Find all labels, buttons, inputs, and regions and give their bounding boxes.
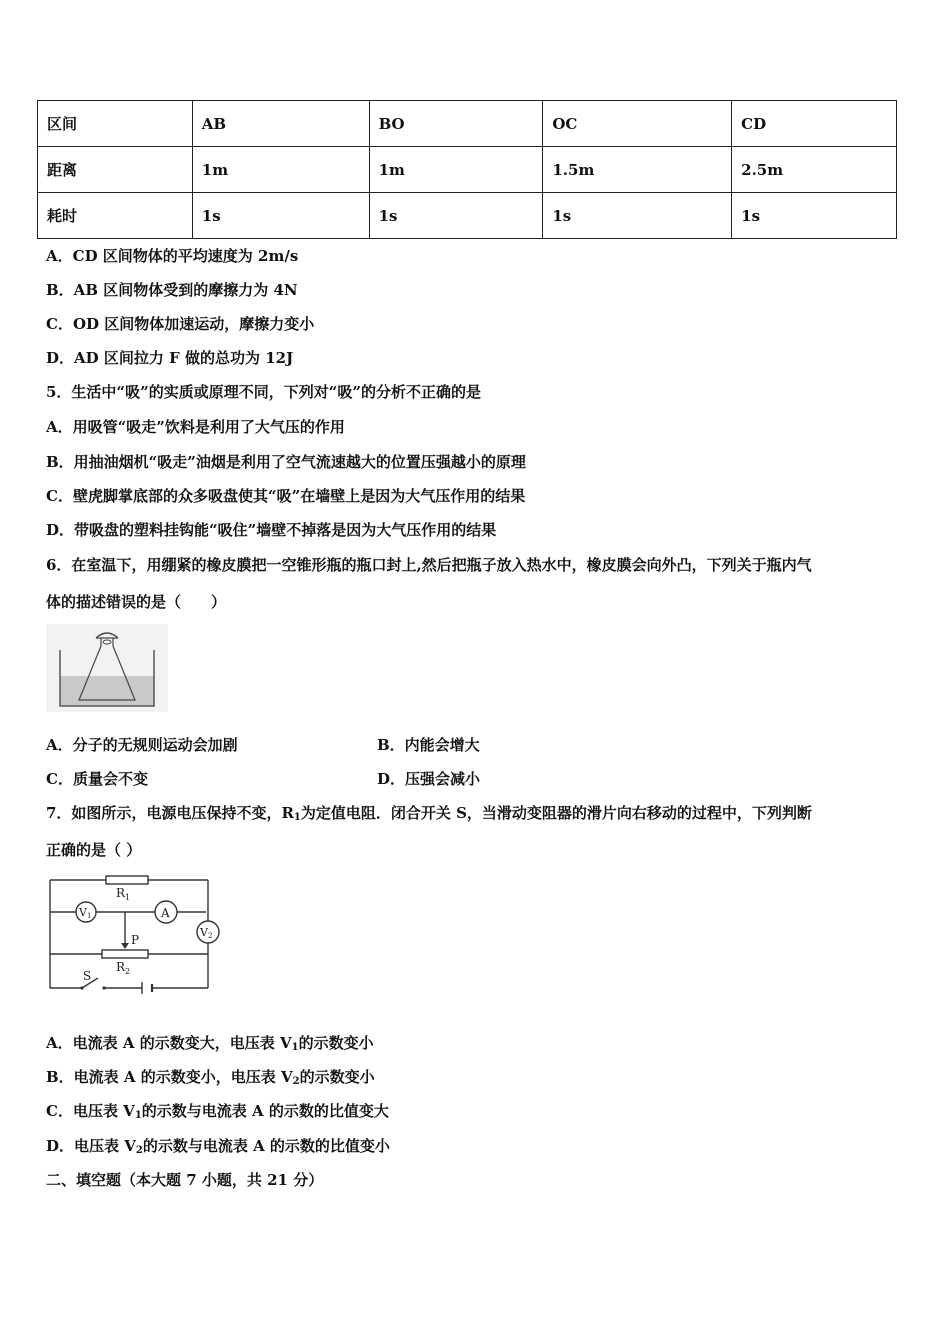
q6-option-d: D．压强会减小 bbox=[377, 770, 481, 788]
q7-stem-line1: 7．如图所示，电源电压保持不变，$R_1$为定值电阻．闭合开关 S，当滑动变阻器的滑片向右移动的过程中，下列判断 bbox=[46, 804, 812, 823]
q6-stem-line2: 体的描述错误的是（ ） bbox=[46, 593, 227, 611]
table-cell: 1s bbox=[192, 193, 369, 239]
section-title: 二、填空题（本大题 7 小题，共 21 分） bbox=[46, 1171, 324, 1189]
q4-option-d: D．AD 区间拉力 F 做的总功为 12J bbox=[46, 349, 294, 367]
v1-label: V1 bbox=[79, 906, 92, 920]
q6-option-c: C．质量会不变 bbox=[46, 770, 148, 788]
table-row bbox=[38, 101, 897, 147]
q5-stem: 5．生活中“吸”的实质或原理不同，下列对“吸”的分析不正确的是 bbox=[46, 383, 481, 401]
q6-stem-line1: 6．在室温下，用绷紧的橡皮膜把一空锥形瓶的瓶口封上,然后把瓶子放入热水中，橡皮膜会向外凸，下列关于瓶内气 bbox=[46, 556, 812, 574]
q4-option-b: B．AB 区间物体受到的摩擦力为 4N bbox=[46, 281, 298, 299]
table-cell: OC bbox=[543, 101, 732, 147]
circuit-diagram bbox=[46, 872, 222, 996]
table-row bbox=[38, 147, 897, 193]
table-cell: BO bbox=[369, 101, 543, 147]
q7-option-a: A．电流表 A 的示数变大，电压表 $V_1$的示数变小 bbox=[46, 1034, 374, 1053]
v2-label: V2 bbox=[200, 926, 213, 940]
q7-option-c: C．电压表 $V_1$的示数与电流表 A 的示数的比值变大 bbox=[46, 1102, 389, 1121]
table-cell: 距离 bbox=[38, 147, 193, 193]
table-cell: 1s bbox=[732, 193, 897, 239]
table-cell: 区间 bbox=[38, 101, 193, 147]
q4-option-a: A．CD 区间物体的平均速度为 2m/s bbox=[46, 247, 299, 265]
ammeter-label: A bbox=[161, 906, 170, 920]
flask-in-water-figure bbox=[46, 624, 168, 712]
q5-option-a: A．用吸管“吸走”饮料是利用了大气压的作用 bbox=[46, 418, 345, 436]
data-table bbox=[37, 100, 897, 239]
q6-option-a: A．分子的无规则运动会加剧 bbox=[46, 736, 238, 754]
table-cell: 1.5m bbox=[543, 147, 732, 193]
q5-option-b: B．用抽油烟机“吸走”油烟是利用了空气流速越大的位置压强越小的原理 bbox=[46, 453, 526, 471]
q7-stem-line2: 正确的是（ ） bbox=[46, 841, 142, 859]
r2-label: $R_2$ bbox=[116, 960, 131, 976]
q5-option-c: C．壁虎脚掌底部的众多吸盘使其“吸”在墙壁上是因为大气压作用的结果 bbox=[46, 487, 526, 505]
table-cell: 2.5m bbox=[732, 147, 897, 193]
r1-label: $R_1$ bbox=[116, 886, 131, 902]
table-cell: 1m bbox=[192, 147, 369, 193]
table-cell: CD bbox=[732, 101, 897, 147]
q6-option-b: B．内能会增大 bbox=[377, 736, 480, 754]
slider-label: P bbox=[131, 933, 140, 947]
table-cell: 耗时 bbox=[38, 193, 193, 239]
table-cell: 1s bbox=[543, 193, 732, 239]
resistor-r1 bbox=[106, 876, 148, 884]
q5-option-d: D．带吸盘的塑料挂钩能“吸住”墙壁不掉落是因为大气压作用的结果 bbox=[46, 521, 497, 539]
switch-label: S bbox=[83, 969, 92, 983]
q7-option-d: D．电压表 $V_2$的示数与电流表 A 的示数的比值变小 bbox=[46, 1137, 390, 1156]
table-cell: AB bbox=[192, 101, 369, 147]
q4-option-c: C．OD 区间物体加速运动，摩擦力变小 bbox=[46, 315, 315, 333]
q7-option-b: B．电流表 A 的示数变小，电压表 $V_2$的示数变小 bbox=[46, 1068, 375, 1087]
table-row bbox=[38, 193, 897, 239]
table-cell: 1s bbox=[369, 193, 543, 239]
rheostat-r2 bbox=[102, 950, 148, 958]
table-cell: 1m bbox=[369, 147, 543, 193]
